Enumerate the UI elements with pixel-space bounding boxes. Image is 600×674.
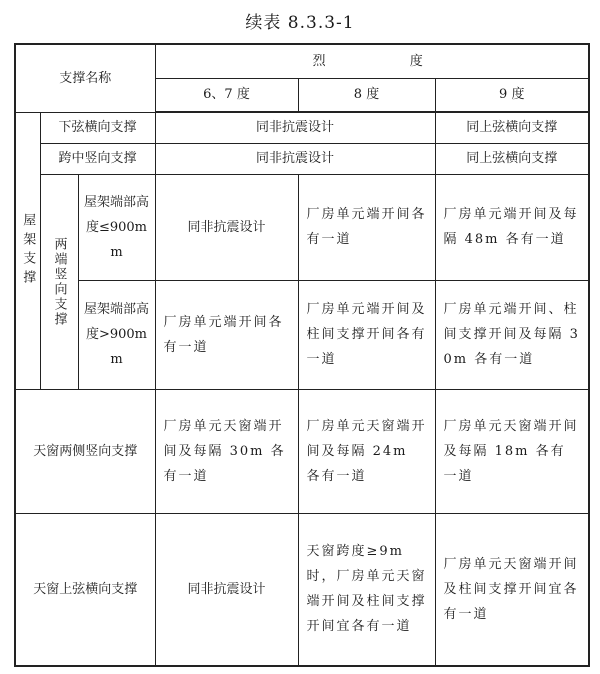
cell-skylight-upper-6-7: 同非抗震设计 (155, 513, 298, 666)
cell-skylight-side-8: 厂房单元天窗端开间及每隔 24m 各有一道 (298, 389, 435, 513)
row-name-skylight-upper: 天窗上弦横向支撑 (15, 513, 155, 666)
header-intensity-9: 9 度 (435, 78, 589, 112)
cell-mid-span-9: 同上弦横向支撑 (435, 143, 589, 174)
seismic-bracing-table (14, 43, 590, 667)
cell-skylight-side-9: 厂房单元天窗端开间及每隔 18m 各有一道 (435, 389, 589, 513)
row-name-end-height-low: 屋架端部高度≤900mm (78, 174, 155, 280)
group-roof-truss-bracing: 屋架支撑 (15, 112, 40, 389)
cell-skylight-upper-9: 厂房单元天窗端开间及柱间支撑开间宜各有一道 (435, 513, 589, 666)
cell-skylight-side-6-7: 厂房单元天窗端开间及每隔 30m 各有一道 (155, 389, 298, 513)
header-bracing-name: 支撑名称 (15, 44, 155, 112)
header-seismic-intensity: 烈 度 (155, 44, 589, 78)
cell-end-high-9: 厂房单元端开间、柱间支撑开间及每隔 30m 各有一道 (435, 280, 589, 389)
header-intensity-6-7: 6、7 度 (155, 78, 298, 112)
row-name-mid-span: 跨中竖向支撑 (40, 143, 155, 174)
cell-end-low-6-7: 同非抗震设计 (155, 174, 298, 280)
cell-end-low-9: 厂房单元端开间及每隔 48m 各有一道 (435, 174, 589, 280)
cell-lower-chord-6-8: 同非抗震设计 (155, 112, 435, 143)
cell-end-high-8: 厂房单元端开间及柱间支撑开间各有一道 (298, 280, 435, 389)
row-name-lower-chord: 下弦横向支撑 (40, 112, 155, 143)
row-name-end-height-high: 屋架端部高度>900mm (78, 280, 155, 389)
subgroup-end-vertical-bracing: 两端竖向支撑 (40, 174, 78, 389)
row-name-skylight-side: 天窗两侧竖向支撑 (15, 389, 155, 513)
cell-mid-span-6-8: 同非抗震设计 (155, 143, 435, 174)
cell-lower-chord-9: 同上弦横向支撑 (435, 112, 589, 143)
header-intensity-8: 8 度 (298, 78, 435, 112)
cell-end-low-8: 厂房单元端开间各有一道 (298, 174, 435, 280)
cell-skylight-upper-8: 天窗跨度≥9m 时，厂房单元天窗端开间及柱间支撑开间宜各有一道 (298, 513, 435, 666)
cell-end-high-6-7: 厂房单元端开间各有一道 (155, 280, 298, 389)
table-caption: 续表 8.3.3-1 (245, 13, 355, 33)
